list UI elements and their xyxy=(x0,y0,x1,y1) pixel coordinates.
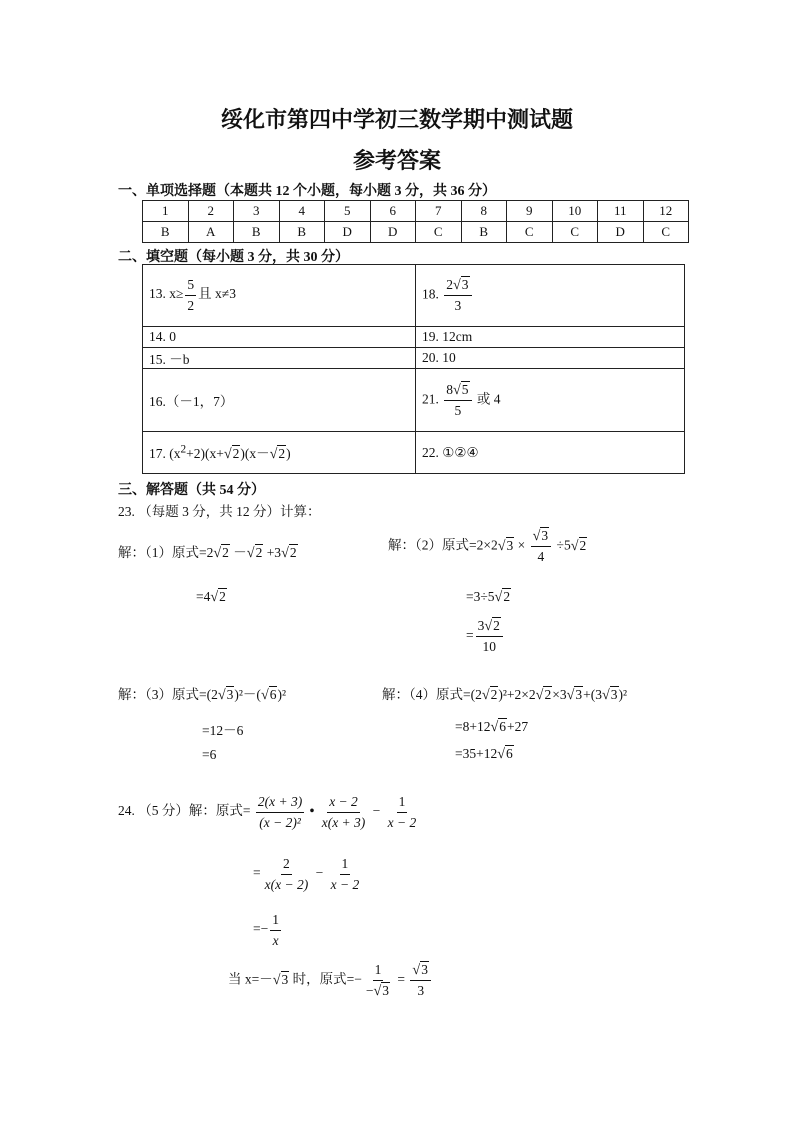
answer-13: 13. x≥ $\frac{5}{2}$ 且 x≠3 xyxy=(143,265,416,327)
choice-number: 2 xyxy=(188,201,234,222)
answer-21: 21. $\frac{8√5}{5}$ 或 4 xyxy=(416,369,685,432)
choice-number: 6 xyxy=(370,201,416,222)
fraction: $\frac{√3}{3}$ xyxy=(410,962,431,999)
sqrt: √2 xyxy=(210,589,226,605)
fraction: $\frac{5}{2}$ xyxy=(187,277,195,313)
choice-answer: C xyxy=(416,222,462,243)
choice-answer: A xyxy=(188,222,234,243)
sqrt: √3 xyxy=(532,528,549,544)
choice-number: 4 xyxy=(279,201,325,222)
answer-16: 16.（－1，7） xyxy=(143,369,416,432)
sqrt: √6 xyxy=(260,687,277,703)
q24-line2: = $\frac{2}{x(x - 2)}$ − $\frac{1}{x - 2}$ xyxy=(253,856,360,892)
choice-answer: D xyxy=(370,222,416,243)
sqrt: √3 xyxy=(453,277,469,294)
q23-part1-line1: 解：（1）原式=2√2 －√2 +3√2 xyxy=(118,545,297,561)
sqrt: √6 xyxy=(497,746,513,762)
fraction: $\frac{1}{-√3}$ xyxy=(365,962,390,999)
sqrt: √2 xyxy=(481,687,498,703)
sqrt: √3 xyxy=(497,537,514,554)
q23-part3-line3: =6 xyxy=(202,747,217,762)
q23-part2-line2: =3÷5√2 xyxy=(466,589,511,605)
choice-number: 7 xyxy=(416,201,462,222)
sqrt: √2 xyxy=(570,537,587,554)
sqrt: √2 xyxy=(213,545,229,561)
answer-20: 20. 10 xyxy=(416,348,685,369)
answer-15: 15. －b xyxy=(143,348,416,369)
sqrt: √2 xyxy=(281,545,297,561)
fraction: $\frac{8√5}{5}$ xyxy=(444,382,471,419)
fraction: $\frac{1}{x}$ xyxy=(272,912,279,948)
fraction: $\frac{1}{x - 2}$ xyxy=(387,794,417,830)
q23-part4-line3: =35+12√6 xyxy=(455,746,513,762)
q24-line3: =− $\frac{1}{x}$ xyxy=(253,912,279,948)
fraction: $\frac{x - 2}{x(x + 3)}$ xyxy=(321,794,366,830)
fraction: $\frac{√3}{4}$ xyxy=(531,528,552,565)
q23-part2-line3: = $\frac{3√2}{10}$ xyxy=(466,618,505,655)
section3-heading: 三、解答题（共 54 分） xyxy=(118,483,265,498)
choice-number: 10 xyxy=(552,201,598,222)
sqrt: √5 xyxy=(453,381,469,398)
choice-answer-row xyxy=(143,222,689,243)
answer-14: 14. 0 xyxy=(143,327,416,348)
sqrt: √3 xyxy=(412,962,428,978)
choice-answer: B xyxy=(234,222,280,243)
sqrt: √2 xyxy=(494,589,511,605)
sqrt: √2 xyxy=(269,446,286,462)
choice-number: 8 xyxy=(461,201,507,222)
choice-number: 3 xyxy=(234,201,280,222)
choice-answer: C xyxy=(507,222,553,243)
q23-intro: 23. （每题 3 分，共 12 分）计算： xyxy=(118,504,321,519)
choice-number: 12 xyxy=(643,201,689,222)
choice-answer: B xyxy=(143,222,189,243)
q24-line4: 当 x=－√3 时，原式=− $\frac{1}{-√3}$ = $\frac{√3}{3}$ xyxy=(228,962,433,999)
q24-line1: 24. （5 分）解：原式= $\frac{2(x + 3)}{\text{(x − 2)²}}$ • $\frac{x - 2}{x(x + 3)}$ − $\frac{1}{x - 2}$ xyxy=(118,794,417,830)
choice-answer: C xyxy=(643,222,689,243)
q23-part1-line2: =4√2 xyxy=(196,589,226,605)
section2-heading: 二、填空题（每小题 3 分，共 30 分） xyxy=(118,250,349,265)
choice-answer: C xyxy=(552,222,598,243)
sqrt: √6 xyxy=(490,719,507,735)
sqrt: √3 xyxy=(601,687,618,703)
q23-part3-line2: =12－6 xyxy=(202,723,244,738)
q23-part2-line1: 解：（2）原式=2×2√3 × $\frac{√3}{4}$ ÷5√2 xyxy=(388,528,587,565)
fill-blank-table xyxy=(142,264,685,474)
answer-17: 17. $(x^2+2)(x+√2)(x-√2)$ xyxy=(143,432,416,474)
fraction: $\frac{2(x + 3)}{\text{(x − 2)²}}$ xyxy=(257,794,303,830)
fraction: $\frac{1}{x - 2}$ xyxy=(330,856,360,892)
choice-number: 5 xyxy=(325,201,371,222)
choice-number: 9 xyxy=(507,201,553,222)
choice-answer: D xyxy=(598,222,644,243)
fraction: $\frac{3√2}{10}$ xyxy=(476,618,503,655)
answer-22: 22. ①②④ xyxy=(416,432,685,474)
sqrt: √2 xyxy=(535,687,552,703)
choice-number: 11 xyxy=(598,201,644,222)
fraction: $\frac{2}{x(x - 2)}$ xyxy=(264,856,309,892)
q23-part4-line2: =8+12√6+27 xyxy=(455,719,529,735)
q23-part4-line1: 解：（4）原式=(2√2)²+2×2√2×3√3+(3√3)² xyxy=(382,687,628,703)
choice-number: 1 xyxy=(143,201,189,222)
sqrt: √3 xyxy=(272,971,289,988)
sqrt: √2 xyxy=(246,545,263,561)
choice-answer: D xyxy=(325,222,371,243)
choice-answer-table xyxy=(142,200,689,243)
sqrt: √2 xyxy=(484,618,500,634)
answer-18: 18. $\frac{2√3}{3}$ xyxy=(416,265,685,327)
sqrt: √3 xyxy=(373,982,390,999)
sqrt: √3 xyxy=(217,687,234,703)
choice-answer: B xyxy=(279,222,325,243)
sqrt: √3 xyxy=(566,687,583,703)
choice-answer: B xyxy=(461,222,507,243)
answer-19: 19. 12cm xyxy=(416,327,685,348)
choice-number-row xyxy=(143,201,689,222)
fraction: $\frac{2√3}{3}$ xyxy=(444,277,471,314)
section1-heading: 一、单项选择题（本题共 12 个小题，每小题 3 分，共 36 分） xyxy=(118,184,496,199)
page-title: 绥化市第四中学初三数学期中测试题 xyxy=(220,107,573,132)
page-subtitle: 参考答案 xyxy=(352,148,441,173)
q23-part3-line1: 解：（3）原式=(2√3)²－(√6)² xyxy=(118,687,287,703)
sqrt: √2 xyxy=(223,446,240,462)
